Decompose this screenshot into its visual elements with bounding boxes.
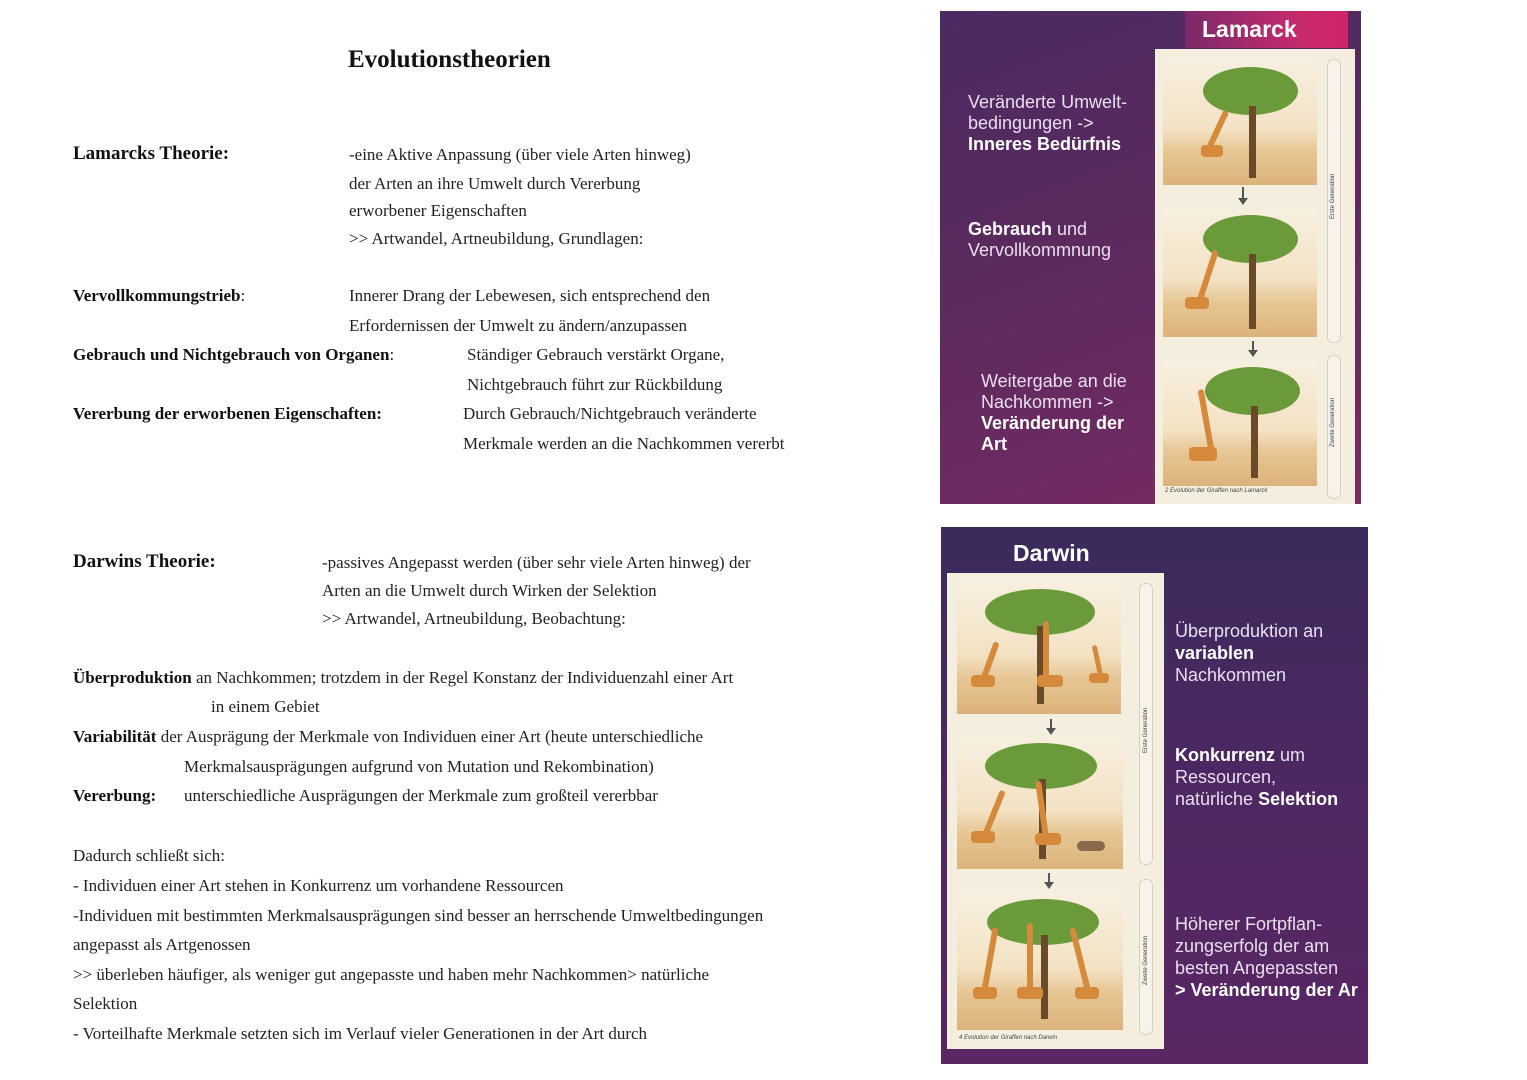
lamarck-intro-line: >> Artwandel, Artneubildung, Grundlagen: xyxy=(349,229,644,248)
lamarck-intro-line: -eine Aktive Anpassung (über viele Arten hinweg) xyxy=(349,145,691,164)
point-bold: Selektion xyxy=(1258,789,1339,809)
darwin-heading: Darwins Theorie: xyxy=(73,551,216,572)
lamarck-intro-line: erworbener Eigenschaften xyxy=(349,201,527,220)
giraffe-body xyxy=(1075,987,1099,999)
darwin-point-3 xyxy=(1175,913,1358,1001)
giraffe-icon xyxy=(1207,110,1229,149)
term-gebrauch xyxy=(73,345,394,365)
vererbung-text: unterschiedliche Ausprägungen der Merkmale zum großteil vererbbar xyxy=(184,786,658,805)
lamarck-point-3 xyxy=(981,371,1127,455)
generation-label: Zweite Generation xyxy=(1143,935,1149,985)
point-line-bold: variablen xyxy=(1175,643,1255,663)
definition-line: Innerer Drang der Lebewesen, sich entsprechend den xyxy=(349,286,711,305)
darwin-intro-line: Arten an die Umwelt durch Wirken der Selektion xyxy=(322,581,657,600)
giraffe-scene-3 xyxy=(957,893,1123,1030)
term-vererbung-erworben: Vererbung der erworbenen Eigenschaften: xyxy=(73,404,382,423)
darwin-illustration xyxy=(947,573,1164,1049)
point-line: bedingungen -> xyxy=(968,113,1094,133)
giraffe-body xyxy=(1189,447,1217,461)
term-vererbung: Vererbung: xyxy=(73,786,157,805)
giraffe-body xyxy=(1037,675,1063,687)
lamarck-slide-title: Lamarck xyxy=(1202,16,1297,42)
variabilitaet-line-2: Merkmalsausprägungen aufgrund von Mutation und Rekombination) xyxy=(184,757,654,776)
point-line: Vervollkommnung xyxy=(968,240,1112,260)
giraffe-body xyxy=(1017,987,1043,999)
term-label: Überproduktion xyxy=(73,668,192,687)
down-arrow-icon xyxy=(1048,873,1050,883)
giraffe-scene-1 xyxy=(1163,61,1317,185)
giraffe-icon xyxy=(1197,249,1219,300)
definition-line: Ständiger Gebrauch verstärkt Organe, xyxy=(467,345,725,364)
definition-line: Nichtgebrauch führt zur Rückbildung xyxy=(467,375,723,394)
term-vervollkommungstrieb xyxy=(73,286,245,306)
point-bold: Konkurrenz xyxy=(1175,745,1276,765)
point-line-bold: > Veränderung der Ar xyxy=(1175,980,1358,1000)
page-title: Evolutionstheorien xyxy=(348,46,551,73)
point-line-bold: Veränderung der xyxy=(981,413,1125,433)
term-label: Gebrauch und Nichtgebrauch von Organen xyxy=(73,345,390,364)
conclusion-line: - Individuen einer Art stehen in Konkurrenz um vorhandene Ressourcen xyxy=(73,876,564,895)
point-line: Nachkommen xyxy=(1175,665,1287,685)
giraffe-icon xyxy=(982,790,1006,837)
giraffe-icon xyxy=(1027,923,1033,991)
down-arrow-icon xyxy=(1050,719,1052,729)
darwin-slide xyxy=(941,527,1368,1064)
point-line: und xyxy=(1052,219,1088,239)
giraffe-body xyxy=(1035,833,1061,845)
tree-trunk xyxy=(1251,406,1258,478)
point-line: Nachkommen -> xyxy=(981,392,1114,412)
giraffe-body xyxy=(1201,145,1223,157)
lamarck-slide xyxy=(940,11,1361,504)
generation-label: Erste Generation xyxy=(1330,173,1336,219)
point-line: Veränderte Umwelt- xyxy=(968,92,1128,112)
lamarck-heading: Lamarcks Theorie: xyxy=(73,143,230,164)
giraffe-scene-2 xyxy=(1163,209,1317,337)
ueberproduktion-line-2: in einem Gebiet xyxy=(211,697,320,716)
lamarck-point-2 xyxy=(968,219,1111,261)
fallen-giraffe xyxy=(1077,841,1105,851)
lamarck-intro-line: der Arten an ihre Umwelt durch Vererbung xyxy=(349,174,641,193)
generation-label: Zweite Generation xyxy=(1330,397,1336,447)
tree-trunk xyxy=(1249,254,1256,329)
down-arrow-icon xyxy=(1252,341,1254,351)
term-text: an Nachkommen; trotzdem in der Regel Konstanz der Individuenzahl einer Art xyxy=(191,668,734,687)
down-arrow-icon xyxy=(1242,187,1244,199)
giraffe-body xyxy=(971,831,995,843)
point-line: Ressourcen, xyxy=(1175,767,1277,787)
point-bold: Gebrauch xyxy=(968,219,1053,239)
conclusion-line: Dadurch schließt sich: xyxy=(73,846,226,865)
variabilitaet-line xyxy=(73,727,703,747)
point-line-bold: Art xyxy=(981,434,1007,454)
term-colon: : xyxy=(389,345,395,364)
giraffe-scene-2 xyxy=(957,737,1123,869)
term-label: Variabilität xyxy=(73,727,157,746)
generation-label: Erste Generation xyxy=(1143,707,1149,753)
definition-line: Durch Gebrauch/Nichtgebrauch veränderte xyxy=(463,404,757,423)
conclusion-line: angepasst als Artgenossen xyxy=(73,935,251,954)
lamarck-point-1 xyxy=(968,92,1127,155)
giraffe-body xyxy=(973,987,997,999)
point-line: um xyxy=(1275,745,1306,765)
conclusion-line: Selektion xyxy=(73,994,138,1013)
giraffe-body xyxy=(1185,297,1209,309)
giraffe-scene-3 xyxy=(1163,361,1317,486)
conclusion-line: - Vorteilhafte Merkmale setzten sich im Verlauf vieler Generationen in der Art durch xyxy=(73,1024,648,1043)
giraffe-icon xyxy=(1035,781,1049,837)
giraffe-scene-1 xyxy=(957,581,1121,714)
darwin-intro-line: >> Artwandel, Artneubildung, Beobachtung: xyxy=(322,609,626,628)
point-line: zungserfolg der am xyxy=(1175,936,1330,956)
term-colon: : xyxy=(240,286,246,305)
point-line: natürliche xyxy=(1175,789,1259,809)
darwin-slide-title: Darwin xyxy=(1013,540,1090,566)
giraffe-icon xyxy=(981,927,998,991)
giraffe-icon xyxy=(1043,621,1049,679)
giraffe-body xyxy=(971,675,995,687)
darwin-point-2 xyxy=(1175,744,1338,810)
point-line: Höherer Fortpflan- xyxy=(1175,914,1323,934)
point-line: Überproduktion an xyxy=(1175,621,1324,641)
lamarck-illustration xyxy=(1155,49,1355,504)
point-line: besten Angepassten xyxy=(1175,958,1339,978)
figure-caption: 2 Evolution der Giraffen nach Lamarck xyxy=(1165,488,1268,494)
point-line-bold: Inneres Bedürfnis xyxy=(968,134,1122,154)
definition-line: Merkmale werden an die Nachkommen vererbt xyxy=(463,434,785,453)
ueberproduktion-line xyxy=(73,668,733,688)
term-text: der Ausprägung der Merkmale von Individuen einer Art (heute unterschiedliche xyxy=(156,727,704,746)
definition-line: Erfordernissen der Umwelt zu ändern/anzupassen xyxy=(349,316,687,335)
tree-trunk xyxy=(1249,106,1256,178)
point-line: Weitergabe an die xyxy=(981,371,1127,391)
tree-trunk xyxy=(1041,935,1048,1019)
darwin-point-1 xyxy=(1175,620,1323,686)
darwin-intro-line: -passives Angepasst werden (über sehr viele Arten hinweg) der xyxy=(322,553,751,572)
conclusion-line: >> überleben häufiger, als weniger gut angepasste und haben mehr Nachkommen> natürliche xyxy=(73,965,710,984)
figure-caption: 4 Evolution der Giraffen nach Darwin xyxy=(959,1035,1058,1041)
giraffe-body xyxy=(1089,673,1109,683)
conclusion-line: -Individuen mit bestimmten Merkmalsausprägungen sind besser an herrschende Umweltbedingungen xyxy=(73,906,764,925)
term-label: Vervollkommungstrieb xyxy=(73,286,241,305)
